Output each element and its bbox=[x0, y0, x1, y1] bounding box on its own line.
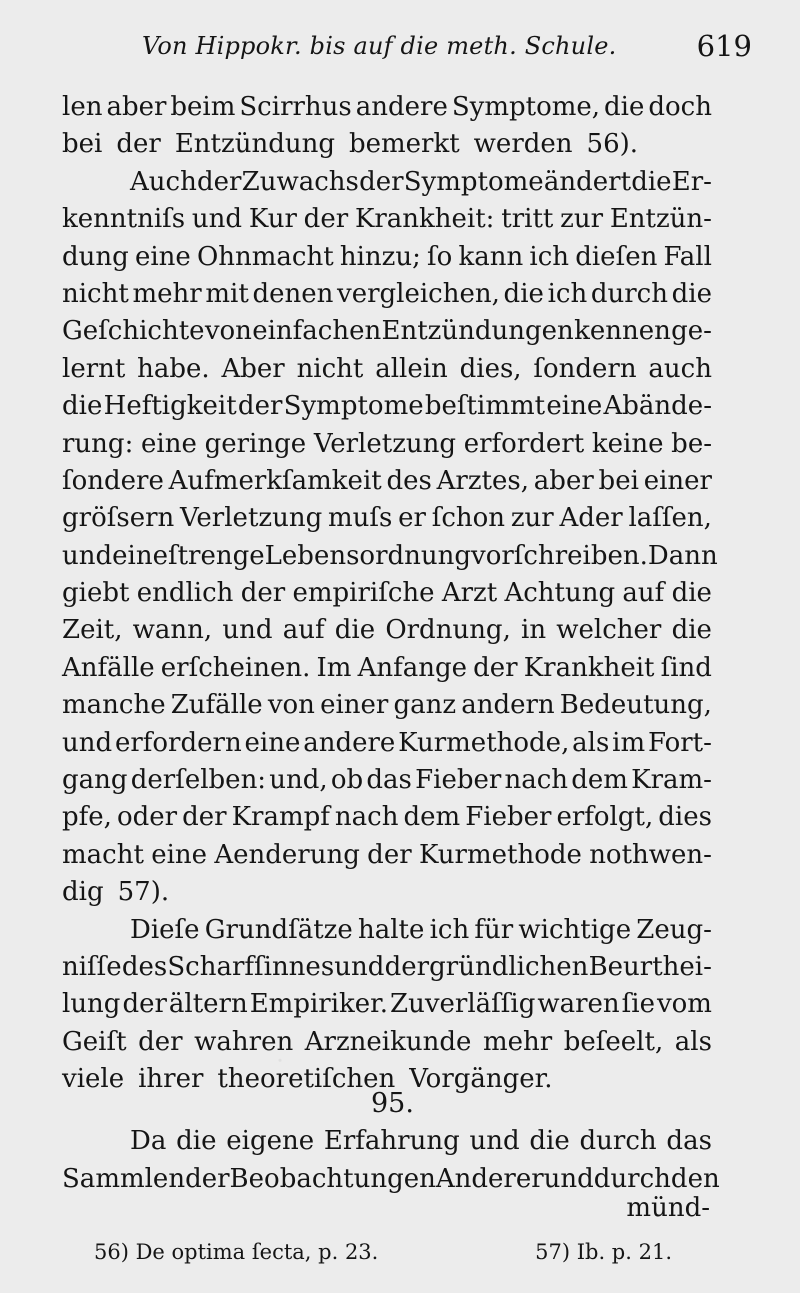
footnote-56: 56) De optima ſecta, p. 23. bbox=[94, 1240, 379, 1264]
text-line: viele ihrer theoretiſchen Vorgänger. bbox=[62, 1064, 553, 1094]
text-line: macht eine Aenderung der Kurmethode nothwen- bbox=[62, 840, 712, 870]
text-line: gang derſelben: und, ob das Fieber nach dem Kram- bbox=[62, 765, 712, 795]
paragraph-start-line: Auch der Zuwachs der Symptome ändert die Er- bbox=[130, 167, 712, 197]
text-line: manche Zufälle von einer ganz andern Bedeutung, bbox=[62, 690, 712, 720]
text-line: und eine ſtrenge Lebensordnung vorſchreiben. Dann bbox=[62, 541, 718, 571]
text-line: niſſe des Scharfſinnes und der gründlichen Beurthei- bbox=[62, 952, 712, 982]
section-start-line: Da die eigene Erfahrung und die durch das bbox=[130, 1126, 712, 1156]
text-line: Geiſt der wahren Arzneikunde mehr beſeelt, als bbox=[62, 1027, 712, 1057]
section-number: 95. bbox=[371, 1088, 414, 1119]
text-line: ſondere Aufmerkſamkeit des Arztes, aber bei einer bbox=[62, 466, 712, 496]
text-line: und erfordern eine andere Kurmethode, als im Fort- bbox=[62, 728, 712, 758]
running-header bbox=[142, 28, 752, 70]
text-line: nicht mehr mit denen vergleichen, die ich durch die bbox=[62, 279, 712, 309]
continuation-word: münd- bbox=[626, 1193, 710, 1223]
text-line: kenntniſs und Kur der Krankheit: tritt zur Entzün- bbox=[62, 204, 712, 234]
text-line: die Heftigkeit der Symptome beſtimmt eine Abände- bbox=[62, 391, 712, 421]
text-line: Anfälle erſcheinen. Im Anfange der Krankheit ſind bbox=[62, 653, 712, 683]
text-line: Sammlen der Beobachtungen Anderer und durch den bbox=[62, 1164, 720, 1194]
text-line: gröſsern Verletzung muſs er ſchon zur Ader laſſen, bbox=[62, 503, 712, 533]
paragraph-start-line: Dieſe Grundſätze halte ich für wichtige Zeug- bbox=[130, 915, 712, 945]
text-line: lung der ältern Empiriker. Zuverläſſig waren ſie vom bbox=[62, 989, 712, 1019]
text-line: len aber beim Scirrhus andere Symptome, die doch bbox=[62, 92, 712, 122]
footnote-57: 57) Ib. p. 21. bbox=[535, 1240, 672, 1264]
text-line: lernt habe. Aber nicht allein dies, ſondern auch bbox=[62, 354, 712, 384]
text-line: Geſchichte von einfachen Entzündungen kennen ge- bbox=[62, 316, 712, 346]
text-line: dung eine Ohnmacht hinzu; ſo kann ich dieſen Fall bbox=[62, 242, 712, 272]
text-line: pfe, oder der Krampf nach dem Fieber erfolgt, dies bbox=[62, 802, 712, 832]
page-number: 619 bbox=[696, 29, 752, 63]
text-line: giebt endlich der empiriſche Arzt Achtung auf die bbox=[62, 578, 712, 608]
text-line: Zeit, wann, und auf die Ordnung, in welcher die bbox=[62, 615, 712, 645]
text-line: bei der Entzündung bemerkt werden 56). bbox=[62, 129, 639, 159]
text-line: rung: eine geringe Verletzung erfordert keine be- bbox=[62, 429, 712, 459]
running-title: Von Hippokr. bis auf die meth. Schule. bbox=[142, 32, 617, 60]
text-line: dig 57). bbox=[62, 877, 170, 907]
